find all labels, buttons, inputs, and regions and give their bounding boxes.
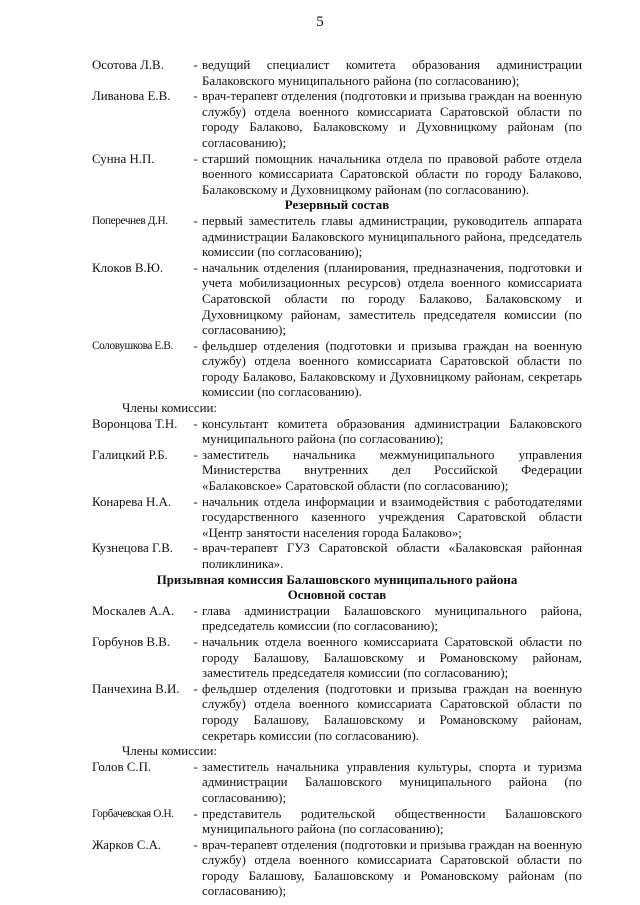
member-position: фельдшер отделения (подготовки и призыва граждан на военную службу) отдела военного комиссариата Саратовской области по городу Балашову, Балашовскому и Романовскому районам, секретарь комиссии (по согласованию). bbox=[202, 681, 582, 743]
member-name: Клоков В.Ю. bbox=[92, 260, 164, 275]
dash: - bbox=[193, 541, 198, 556]
list-entry bbox=[92, 635, 582, 682]
member-name: Панчехина В.И. bbox=[92, 681, 180, 696]
dash: - bbox=[193, 416, 198, 431]
dash: - bbox=[193, 759, 198, 774]
member-name: Осотова Л.В. bbox=[92, 58, 164, 72]
member-name: Голов С.П. bbox=[92, 759, 152, 774]
list-entry bbox=[92, 541, 582, 572]
dash: - bbox=[193, 151, 198, 166]
dash: - bbox=[193, 494, 198, 509]
section-heading-reserve: Резервный состав bbox=[284, 198, 390, 213]
list-entry bbox=[92, 214, 582, 261]
list-entry bbox=[92, 495, 582, 542]
member-position: ведущий специалист комитета образования администрации Балаковского муниципального района (по согласованию); bbox=[202, 58, 582, 88]
dash: - bbox=[193, 58, 198, 72]
member-name: Галицкий Р.Б. bbox=[92, 447, 168, 462]
section-subheading-main: Основной состав bbox=[287, 588, 387, 603]
member-name: Жарков С.А. bbox=[92, 837, 162, 852]
member-name: Сунна Н.П. bbox=[92, 151, 155, 166]
dash: - bbox=[193, 89, 198, 104]
member-name: Кузнецова Г.В. bbox=[92, 541, 174, 556]
member-position: начальник отделения (планирования, предназначения, подготовки и учета мобилизационных ресурсов) отдела военного комиссариата Саратовской области по городу Балаково, Балаковскому и Духовницкому районам, заместитель председателя комиссии (по согласованию); bbox=[202, 260, 582, 338]
members-label: Члены комиссии: bbox=[122, 401, 217, 416]
member-position: врач-терапевт ГУЗ Саратовской области «Балаковская районная поликлиника». bbox=[202, 541, 582, 571]
member-position: врач-терапевт отделения (подготовки и призыва граждан на военную службу) отдела военного комиссариата Саратовской области по городу Балашову, Балашовскому и Романовскому районам (по согласованию); bbox=[202, 837, 582, 899]
list-entry bbox=[92, 807, 582, 838]
member-name: Москалев А.А. bbox=[92, 603, 175, 618]
document-body bbox=[92, 58, 582, 900]
dash: - bbox=[193, 837, 198, 852]
member-position: заместитель начальника межмуниципального управления Министерства внутренних дел Российской Федерации «Балаковское» Саратовской области (по согласованию); bbox=[202, 447, 582, 494]
dash: - bbox=[193, 634, 198, 649]
list-entry bbox=[92, 417, 582, 448]
member-position: фельдшер отделения (подготовки и призыва граждан на военную службу) отдела военного комиссариата Саратовской области по городу Балаково, Балаковскому и Духовницкому районам, секретарь комиссии (по согласованию). bbox=[202, 338, 582, 400]
list-entry bbox=[92, 448, 582, 495]
dash: - bbox=[193, 681, 198, 696]
members-label: Члены комиссии: bbox=[122, 744, 217, 759]
member-name: Конарева Н.А. bbox=[92, 494, 172, 509]
member-position: начальник отдела военного комиссариата Саратовской области по городу Балашову, Балашовскому и Романовскому районам, заместитель председателя комиссии (по согласованию); bbox=[202, 634, 582, 681]
member-position: начальник отдела информации и взаимодействия с работодателями государственного казенного учреждения Саратовской области «Центр занятости населения города Балаково»; bbox=[202, 494, 582, 540]
member-name: Горбунов В.В. bbox=[92, 634, 171, 649]
member-name: Ливанова Е.В. bbox=[92, 89, 171, 104]
list-entry bbox=[92, 261, 582, 339]
member-position: старший помощник начальника отдела по правовой работе отдела военного комиссариата Саратовской области по городу Балаково, Балаковскому и Духовницкому районам (по согласованию). bbox=[202, 151, 582, 197]
member-name: Горбачевская О.Н. bbox=[92, 807, 174, 820]
list-entry bbox=[92, 760, 582, 807]
dash: - bbox=[193, 260, 198, 275]
member-position: консультант комитета образования администрации Балаковского муниципального района (по согласованию); bbox=[202, 416, 582, 447]
list-entry bbox=[92, 58, 582, 89]
dash: - bbox=[193, 213, 198, 228]
member-position: заместитель начальника управления культуры, спорта и туризма администрации Балашовского муниципального района (по согласованию); bbox=[202, 759, 582, 805]
dash: - bbox=[193, 806, 198, 821]
dash: - bbox=[193, 338, 198, 353]
dash: - bbox=[193, 447, 198, 462]
list-entry bbox=[92, 838, 582, 900]
list-entry bbox=[92, 682, 582, 744]
member-name: Поперечнев Д.Н. bbox=[92, 214, 168, 227]
list-entry bbox=[92, 604, 582, 635]
member-position: глава администрации Балашовского муниципального района, председатель комиссии (по согласованию); bbox=[202, 603, 582, 634]
section-heading-balashov: Призывная комиссия Балашовского муниципального района bbox=[156, 572, 518, 587]
member-position: представитель родительской общественности Балашовского муниципального района (по согласованию); bbox=[202, 806, 582, 837]
list-entry bbox=[92, 152, 582, 199]
member-name: Воронцова Т.Н. bbox=[92, 416, 178, 431]
member-position: врач-терапевт отделения (подготовки и призыва граждан на военную службу) отдела военного комиссариата Саратовской области по городу Балаково, Балаковскому и Духовницкому районам (по согласованию); bbox=[202, 89, 582, 150]
dash: - bbox=[193, 603, 198, 618]
list-entry bbox=[92, 339, 582, 401]
member-position: первый заместитель главы администрации, руководитель аппарата администрации Балаковского муниципального района, председатель комиссии (по согласованию); bbox=[202, 213, 582, 260]
list-entry bbox=[92, 89, 582, 151]
member-name: Соловушкова Е.В. bbox=[92, 339, 173, 352]
page-number: 5 bbox=[316, 14, 324, 30]
